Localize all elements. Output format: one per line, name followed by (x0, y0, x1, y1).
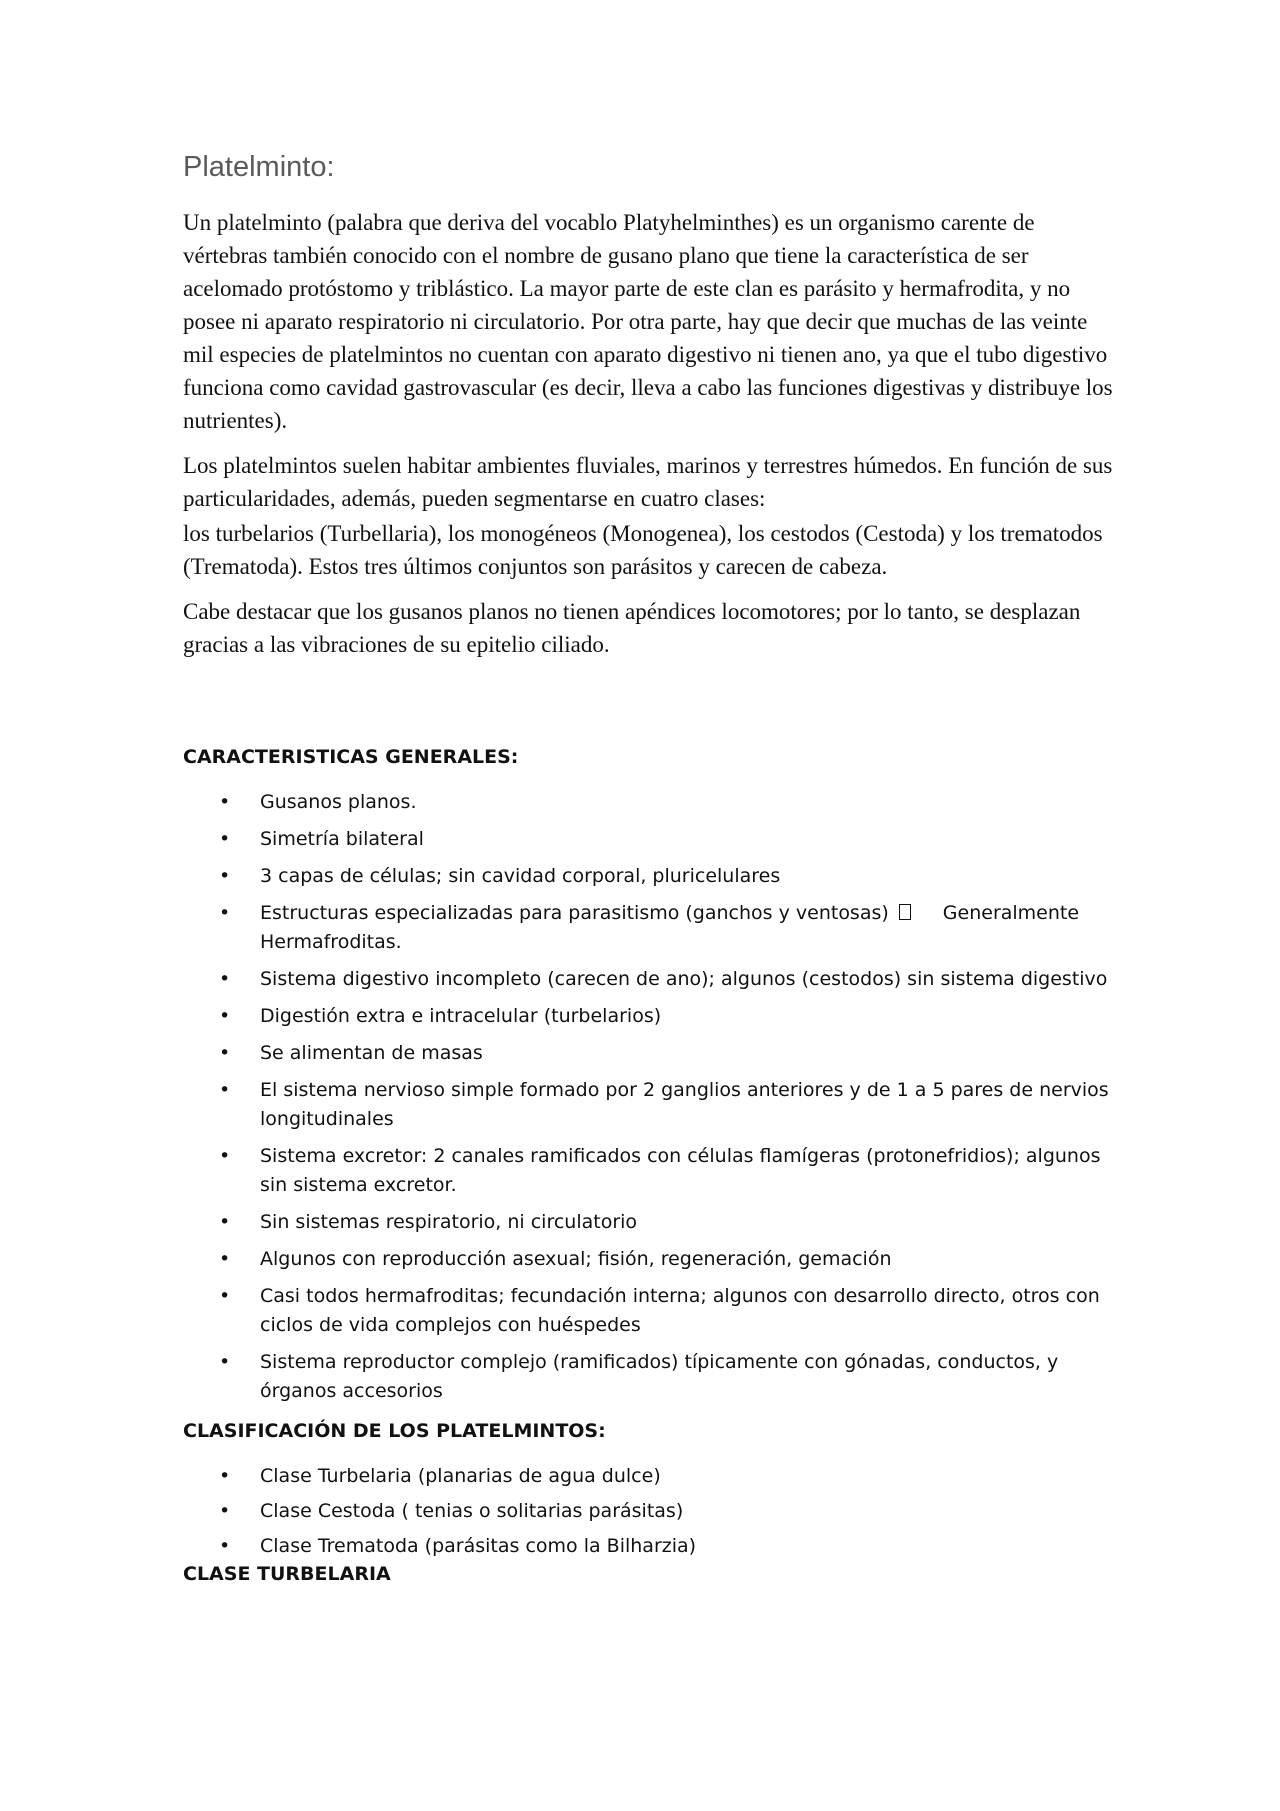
list-item: • Clase Cestoda ( tenias o solitarias parásitas) (183, 1497, 1113, 1526)
bullet-icon: • (219, 1248, 231, 1270)
list-item: • Clase Turbelaria (planarias de agua dulce) (183, 1462, 1113, 1491)
list-item: • Casi todos hermafroditas; fecundación interna; algunos con desarrollo directo, otros con ciclos de vida complejos con huéspedes (183, 1282, 1113, 1340)
list-item: • Sin sistemas respiratorio, ni circulatorio (183, 1208, 1113, 1237)
paragraph-intro: Un platelminto (palabra que deriva del vocablo Platyhelminthes) es un organismo carente de vértebras también conocido con el nombre de gusano plano que tiene la característica de ser acelomado protóstomo y triblástico. La mayor parte de este clan es parásito y hermafrodita, y no posee ni aparato respiratorio ni circulatorio. Por otra parte, hay que decir que muchas de las veinte mil especies de platelmintos no cuentan con aparato digestivo ni tienen ano, ya que el tubo digestivo funciona como cavidad gastrovascular (es decir, lleva a cabo las funciones digestivas y distribuye los nutrientes). (183, 210, 1113, 433)
list-item: • Sistema reproductor complejo (ramificados) típicamente con gónadas, conductos, y órganos accesorios (183, 1348, 1113, 1406)
list-item: • Estructuras especializadas para parasitismo (ganchos y ventosas) Generalmente Hermafroditas. (183, 899, 1113, 957)
list-item: • 3 capas de células; sin cavidad corporal, pluricelulares (183, 862, 1113, 891)
bullet-icon: • (219, 828, 231, 850)
list-item: • Sistema excretor: 2 canales ramificados con células flamígeras (protonefridios); algunos sin sistema excretor. (183, 1142, 1113, 1200)
missing-glyph-box-icon (899, 904, 911, 920)
bullet-icon: • (219, 1211, 231, 1233)
clase-turbelaria-heading: CLASE TURBELARIA (183, 1563, 391, 1585)
document-page (183, 150, 1113, 1587)
bullet-icon: • (219, 968, 231, 990)
bullet-icon: • (219, 1465, 231, 1487)
page-title: Platelminto: (183, 151, 335, 183)
paragraph-habitat: Los platelmintos suelen habitar ambientes fluviales, marinos y terrestres húmedos. En función de sus particularidades, además, pueden segmentarse en cuatro clases: (183, 453, 1113, 511)
list-item: • Simetría bilateral (183, 825, 1113, 854)
list-item: • El sistema nervioso simple formado por 2 ganglios anteriores y de 1 a 5 pares de nervios longitudinales (183, 1076, 1113, 1134)
list-item: • Clase Trematoda (parásitas como la Bilharzia) (183, 1532, 1113, 1561)
bullet-icon: • (219, 1079, 231, 1101)
bullet-icon: • (219, 1285, 231, 1307)
bullet-icon: • (219, 791, 231, 813)
bullet-icon: • (219, 1535, 231, 1557)
caracteristicas-heading: CARACTERISTICAS GENERALES: (183, 746, 519, 768)
clasificacion-list (183, 1462, 1113, 1561)
list-item: • Gusanos planos. (183, 788, 1113, 817)
list-item: • Digestión extra e intracelular (turbelarios) (183, 1002, 1113, 1031)
bullet-icon: • (219, 1005, 231, 1027)
bullet-icon: • (219, 902, 231, 924)
paragraph-locomotion: Cabe destacar que los gusanos planos no tienen apéndices locomotores; por lo tanto, se desplazan gracias a las vibraciones de su epitelio ciliado. (183, 599, 1081, 657)
bullet-icon: • (219, 1042, 231, 1064)
bullet-icon: • (219, 865, 231, 887)
list-item: • Sistema digestivo incompleto (carecen de ano); algunos (cestodos) sin sistema digestivo (183, 965, 1113, 994)
bullet-icon: • (219, 1351, 231, 1373)
clasificacion-heading: CLASIFICACIÓN DE LOS PLATELMINTOS: (183, 1420, 606, 1442)
list-item: • Algunos con reproducción asexual; fisión, regeneración, gemación (183, 1245, 1113, 1274)
caracteristicas-list (183, 788, 1113, 1406)
bullet-icon: • (219, 1145, 231, 1167)
list-item: • Se alimentan de masas (183, 1039, 1113, 1068)
paragraph-classes: los turbelarios (Turbellaria), los monogéneos (Monogenea), los cestodos (Cestoda) y los trematodos (Trematoda). Estos tres últimos conjuntos son parásitos y carecen de cabeza. (183, 521, 1103, 579)
bullet-icon: • (219, 1500, 231, 1522)
